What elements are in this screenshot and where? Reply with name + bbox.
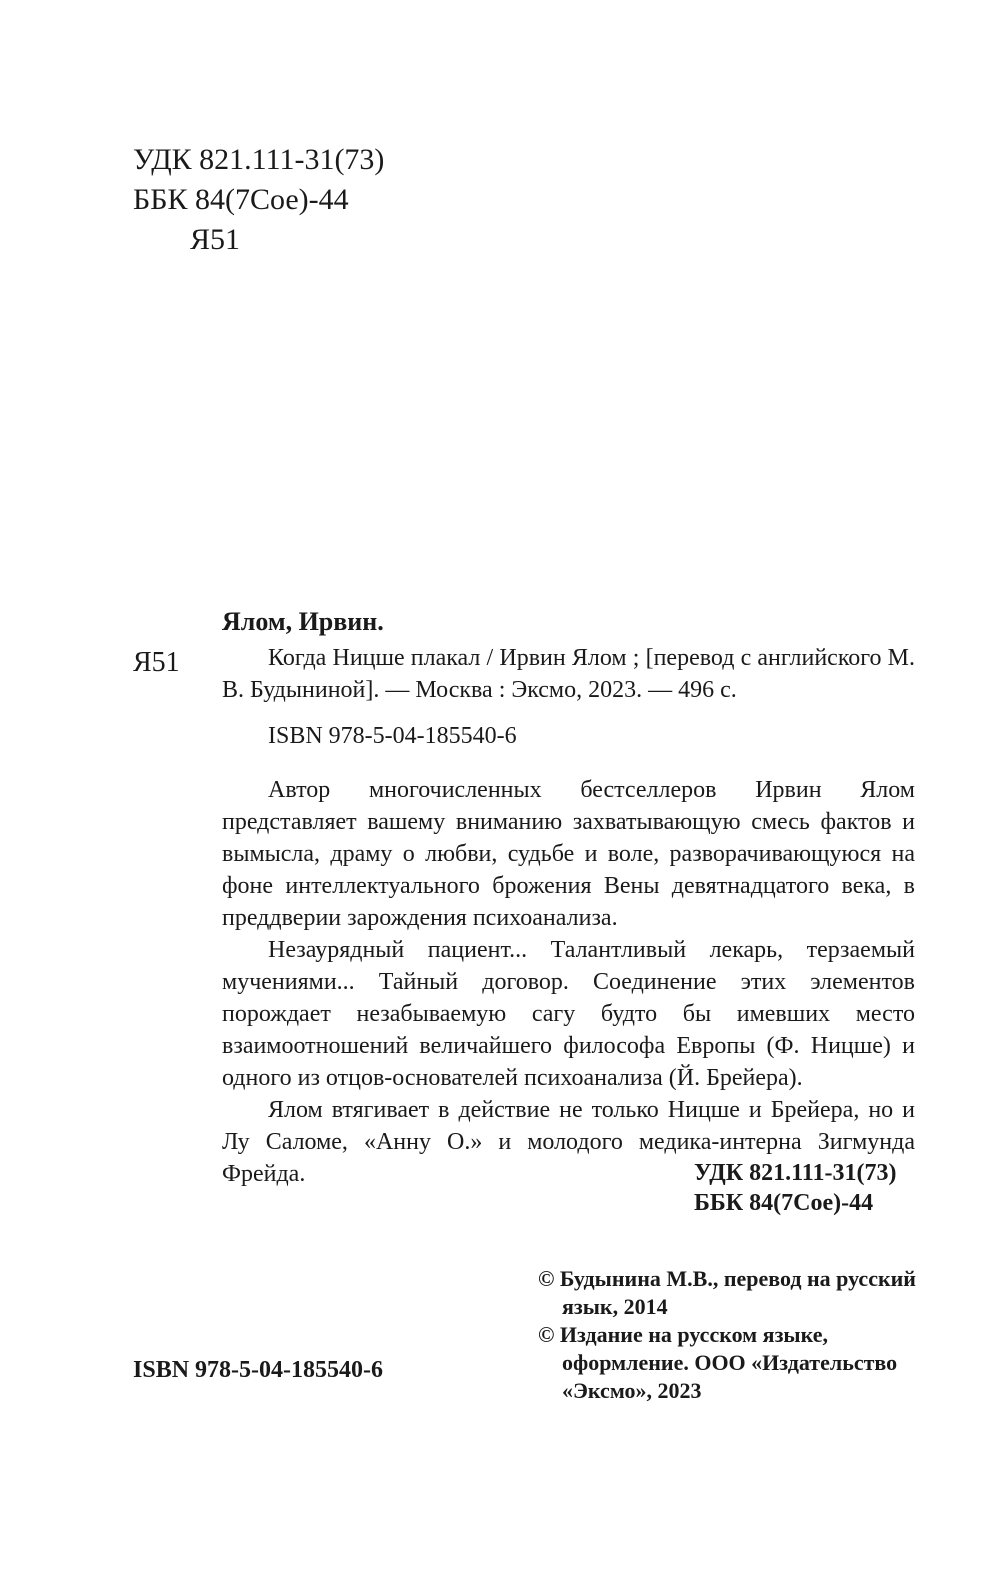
annotation-paragraph: Ялом втягивает в действие не только Ницше и Брейера, но и Лу Саломе, «Анну О.» и молодого медика-интерна Зигмунда Фрейда. <box>222 1097 915 1187</box>
catalog-entry <box>222 606 915 1190</box>
entry-isbn: ISBN 978-5-04-185540-6 <box>268 723 517 749</box>
classification-block-top <box>133 140 384 260</box>
bbk-code: ББК 84(7Сое)-44 <box>133 183 349 216</box>
copyright-block <box>538 1265 918 1405</box>
copyright-line: © Будынина М.В., перевод на русский язык, 2014 <box>538 1266 916 1319</box>
annotation-paragraph: Автор многочисленных бестселлеров Ирвин Ялом представляет вашему вниманию захватывающую смесь фактов и вымысла, драму о любви, судьбе и воле, разворачивающуюся на фоне интеллектуального брожения Вены девятнадцатого века, в преддверии зарождения психоанализа. <box>222 777 915 931</box>
udk-code: УДК 821.111-31(73) <box>133 143 385 176</box>
entry-bibliographic: Когда Ницше плакал / Ирвин Ялом ; [перевод с английского М. В. Будыниной]. — Москва : Эксмо, 2023. — 496 с. <box>222 645 915 703</box>
author-sign: Я51 <box>190 223 241 256</box>
entry-author-sign: Я51 <box>133 647 180 678</box>
annotation-paragraph: Незаурядный пациент... Талантливый лекарь, терзаемый мучениями... Тайный договор. Соединение этих элементов порождает незабываемую сагу будто бы имевших место взаимоотношений величайшего философа Европы (Ф. Ницше) и одного из отцов-основателей психоанализа (Й. Брейера). <box>222 937 915 1091</box>
copyright-line: © Издание на русском языке, оформление. ООО «Издательство «Эксмо», 2023 <box>538 1322 898 1403</box>
isbn-bottom: ISBN 978-5-04-185540-6 <box>133 1357 383 1383</box>
entry-author: Ялом, Ирвин. <box>222 607 384 636</box>
udk-code: УДК 821.111-31(73) <box>694 1160 897 1186</box>
classification-block-right <box>694 1158 896 1218</box>
bbk-code: ББК 84(7Сое)-44 <box>694 1190 874 1216</box>
